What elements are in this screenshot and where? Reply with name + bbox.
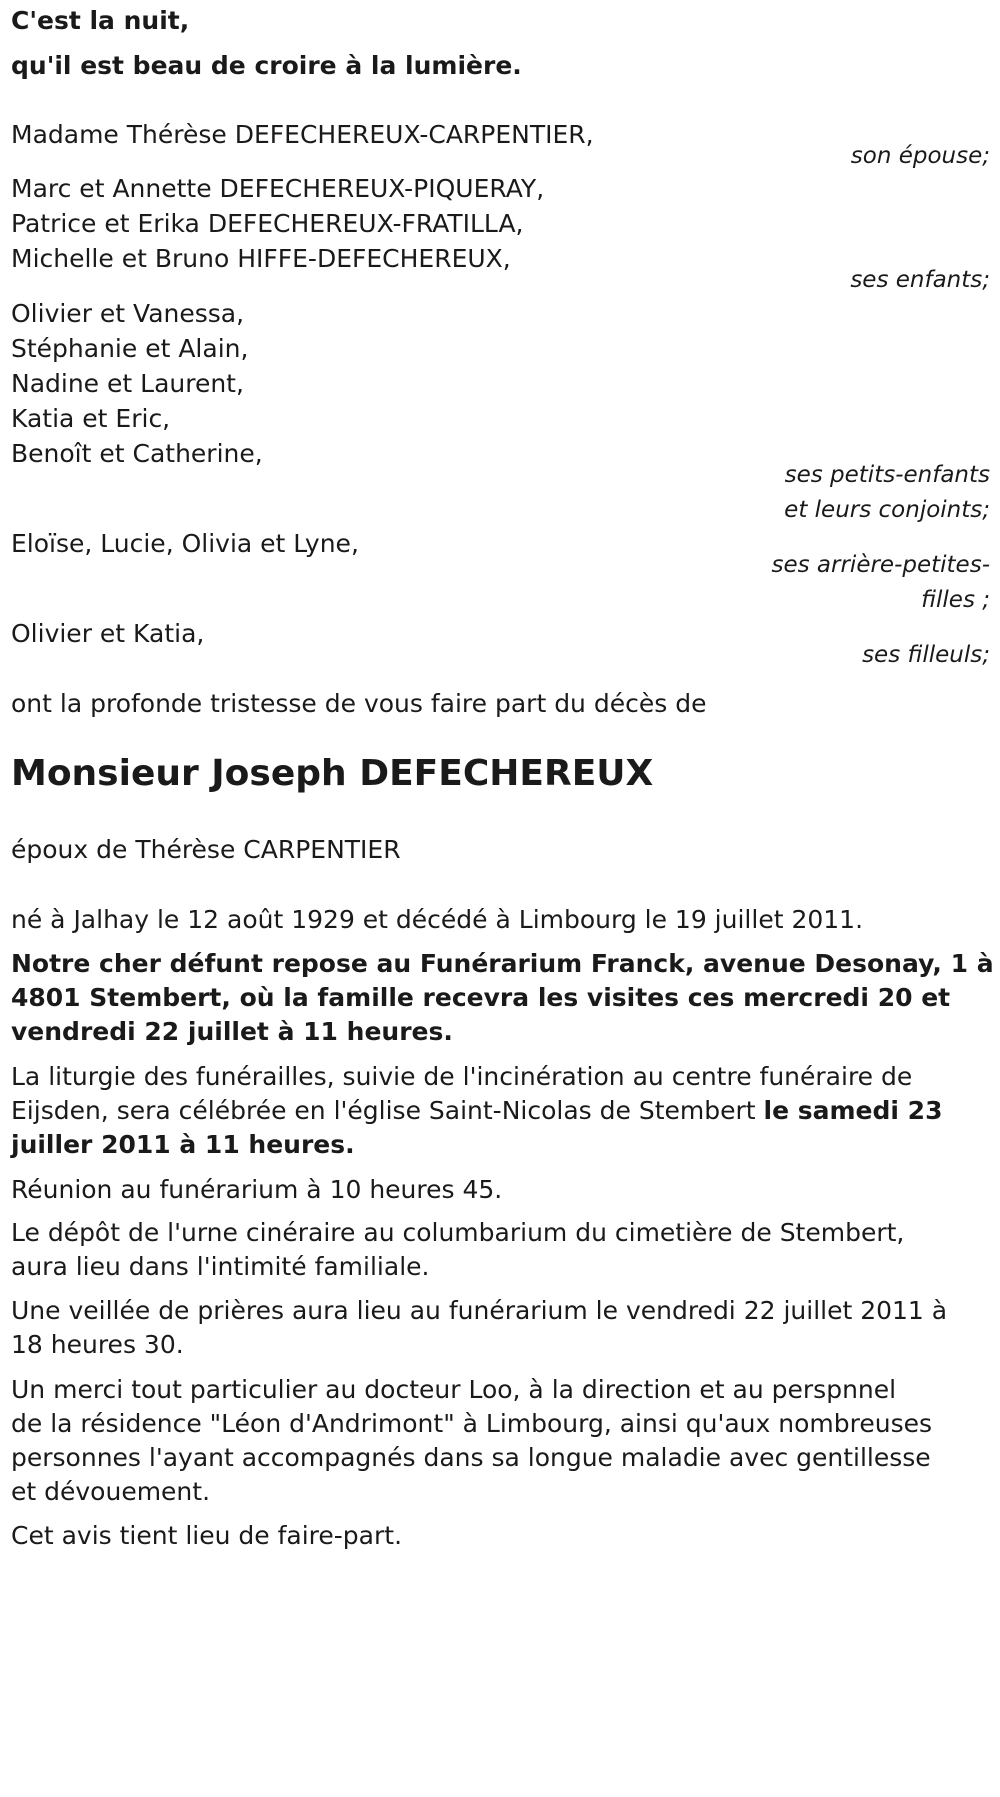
family-name-line: Marc et Annette DEFECHEREUX-PIQUERAY, (11, 174, 545, 203)
family-relation-label: ses enfants; (850, 267, 990, 293)
visitation-line: vendredi 22 juillet à 11 heures. (11, 1017, 453, 1046)
family-name-line: Patrice et Erika DEFECHEREUX-FRATILLA, (11, 209, 524, 238)
announcement-intro: ont la profonde tristesse de vous faire part du décès de (11, 689, 707, 718)
urn-line: Le dépôt de l'urne cinéraire au columbarium du cimetière de Stembert, (11, 1218, 905, 1247)
thanks-line: Un merci tout particulier au docteur Loo, à la direction et au perspnnel (11, 1375, 897, 1404)
family-relation-label: et leurs conjoints; (784, 497, 990, 523)
vigil-line: Une veillée de prières aura lieu au funérarium le vendredi 22 juillet 2011 à (11, 1296, 948, 1325)
urn-line: aura lieu dans l'intimité familiale. (11, 1252, 430, 1281)
epigraph-line-2: qu'il est beau de croire à la lumière. (11, 51, 522, 80)
family-name-line: Katia et Eric, (11, 404, 171, 433)
family-name-line: Olivier et Katia, (11, 619, 205, 648)
family-name-line: Nadine et Laurent, (11, 369, 244, 398)
deceased-name: Monsieur Joseph DEFECHEREUX (11, 753, 654, 794)
liturgy-line: La liturgie des funérailles, suivie de l'incinération au centre funéraire de (11, 1062, 913, 1091)
family-relation-label: son épouse; (850, 143, 990, 169)
liturgy-date-emphasis: juiller 2011 à 11 heures. (11, 1130, 355, 1159)
vigil-line: 18 heures 30. (11, 1330, 184, 1359)
family-name-line: Benoît et Catherine, (11, 439, 263, 468)
epigraph-line-1: C'est la nuit, (11, 6, 190, 35)
family-name-line: Eloïse, Lucie, Olivia et Lyne, (11, 529, 359, 558)
spouse-line: époux de Thérèse CARPENTIER (11, 835, 401, 864)
family-relation-label: filles ; (921, 587, 990, 613)
visitation-line: 4801 Stembert, où la famille recevra les visites ces mercredi 20 et (11, 983, 951, 1012)
family-name-line: Stéphanie et Alain, (11, 334, 249, 363)
family-relation-label: ses petits-enfants (784, 462, 990, 488)
family-name-line: Madame Thérèse DEFECHEREUX-CARPENTIER, (11, 120, 594, 149)
family-relation-label: ses filleuls; (862, 642, 990, 668)
liturgy-line (11, 1096, 942, 1126)
liturgy-date-emphasis: le samedi 23 (763, 1096, 943, 1125)
closing-line: Cet avis tient lieu de faire-part. (11, 1521, 403, 1550)
family-name-line: Olivier et Vanessa, (11, 299, 245, 328)
thanks-line: et dévouement. (11, 1477, 211, 1506)
family-name-line: Michelle et Bruno HIFFE-DEFECHEREUX, (11, 244, 511, 273)
meeting-line: Réunion au funérarium à 10 heures 45. (11, 1175, 503, 1204)
thanks-line: de la résidence "Léon d'Andrimont" à Limbourg, ainsi qu'aux nombreuses (11, 1409, 933, 1438)
birth-death-line: né à Jalhay le 12 août 1929 et décédé à Limbourg le 19 juillet 2011. (11, 905, 864, 934)
visitation-line: Notre cher défunt repose au Funérarium Franck, avenue Desonay, 1 à (11, 949, 994, 978)
liturgy-text: Eijsden, sera célébrée en l'église Saint-Nicolas de Stembert (11, 1096, 764, 1125)
thanks-line: personnes l'ayant accompagnés dans sa longue maladie avec gentillesse (11, 1443, 931, 1472)
family-relation-label: ses arrière-petites- (771, 552, 990, 578)
